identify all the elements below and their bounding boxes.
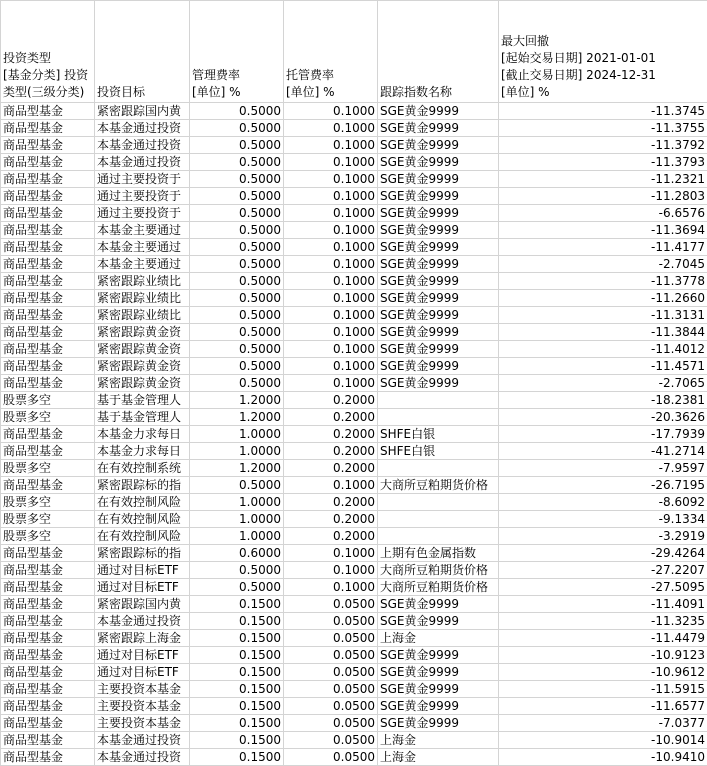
cell-tracking-index[interactable]: SGE黄金9999: [378, 137, 499, 154]
cell-investment-type[interactable]: 商品型基金: [1, 103, 95, 120]
cell-investment-goal[interactable]: 紧密跟踪黄金资: [95, 341, 190, 358]
cell-management-fee[interactable]: 0.5000: [190, 103, 284, 120]
cell-max-drawdown[interactable]: -11.3694: [499, 222, 707, 239]
cell-max-drawdown[interactable]: -9.1334: [499, 511, 707, 528]
cell-investment-type[interactable]: 商品型基金: [1, 307, 95, 324]
cell-custody-fee[interactable]: 0.1000: [284, 171, 378, 188]
cell-investment-type[interactable]: 商品型基金: [1, 562, 95, 579]
header-dd-unit: [单位] %: [501, 85, 550, 99]
cell-tracking-index[interactable]: 上海金: [378, 732, 499, 749]
cell-max-drawdown[interactable]: -11.4091: [499, 596, 707, 613]
cell-investment-goal[interactable]: 紧密跟踪标的指: [95, 545, 190, 562]
cell-investment-type[interactable]: 商品型基金: [1, 715, 95, 732]
table-row: [1, 613, 707, 630]
cell-custody-fee[interactable]: 0.1000: [284, 375, 378, 392]
cell-investment-goal[interactable]: 通过主要投资于: [95, 205, 190, 222]
cell-investment-goal[interactable]: 本基金力求每日: [95, 426, 190, 443]
cell-tracking-index[interactable]: SGE黄金9999: [378, 307, 499, 324]
cell-management-fee[interactable]: 0.5000: [190, 154, 284, 171]
cell-custody-fee[interactable]: 0.1000: [284, 120, 378, 137]
cell-tracking-index[interactable]: 上海金: [378, 630, 499, 647]
cell-management-fee[interactable]: 0.1500: [190, 698, 284, 715]
header-dd-title: 最大回撤: [501, 34, 550, 48]
cell-investment-type[interactable]: 商品型基金: [1, 205, 95, 222]
table-row: [1, 154, 707, 171]
cell-management-fee[interactable]: 0.5000: [190, 205, 284, 222]
table-row: [1, 375, 707, 392]
cell-investment-goal[interactable]: 紧密跟踪国内黄: [95, 103, 190, 120]
table-row: [1, 579, 707, 596]
cell-custody-fee[interactable]: 0.1000: [284, 273, 378, 290]
cell-management-fee[interactable]: 0.5000: [190, 120, 284, 137]
header-cell-goal[interactable]: [95, 1, 190, 103]
cell-custody-fee[interactable]: 0.0500: [284, 596, 378, 613]
cell-max-drawdown[interactable]: -8.6092: [499, 494, 707, 511]
cell-tracking-index[interactable]: 大商所豆粕期货价格: [378, 579, 499, 596]
header-index-title: 跟踪指数名称: [380, 85, 453, 99]
cell-management-fee[interactable]: 0.1500: [190, 749, 284, 766]
table-row: [1, 664, 707, 681]
table-row: [1, 511, 707, 528]
cell-management-fee[interactable]: 1.2000: [190, 392, 284, 409]
table-row: [1, 239, 707, 256]
cell-management-fee[interactable]: 1.0000: [190, 494, 284, 511]
cell-custody-fee[interactable]: 0.0500: [284, 715, 378, 732]
cell-max-drawdown[interactable]: -18.2381: [499, 392, 707, 409]
cell-management-fee[interactable]: 1.2000: [190, 409, 284, 426]
cell-custody-fee[interactable]: 0.1000: [284, 239, 378, 256]
table-row: [1, 477, 707, 494]
cell-investment-goal[interactable]: 在有效控制风险: [95, 511, 190, 528]
cell-investment-goal[interactable]: 在有效控制风险: [95, 528, 190, 545]
header-cust-title: 托管费率: [286, 68, 335, 82]
cell-max-drawdown[interactable]: -11.6577: [499, 698, 707, 715]
cell-tracking-index[interactable]: [378, 392, 499, 409]
cell-tracking-index[interactable]: SHFE白银: [378, 426, 499, 443]
cell-custody-fee[interactable]: 0.0500: [284, 749, 378, 766]
cell-max-drawdown[interactable]: -10.9014: [499, 732, 707, 749]
cell-max-drawdown[interactable]: -11.4571: [499, 358, 707, 375]
cell-tracking-index[interactable]: [378, 511, 499, 528]
cell-investment-type[interactable]: 商品型基金: [1, 137, 95, 154]
cell-tracking-index[interactable]: SGE黄金9999: [378, 324, 499, 341]
table-row: [1, 715, 707, 732]
cell-investment-type[interactable]: 商品型基金: [1, 749, 95, 766]
cell-max-drawdown[interactable]: -11.2660: [499, 290, 707, 307]
table-row: [1, 732, 707, 749]
cell-max-drawdown[interactable]: -11.3755: [499, 120, 707, 137]
cell-tracking-index[interactable]: SGE黄金9999: [378, 120, 499, 137]
cell-investment-goal[interactable]: 紧密跟踪国内黄: [95, 596, 190, 613]
table-row: [1, 545, 707, 562]
cell-max-drawdown[interactable]: -11.3745: [499, 103, 707, 120]
cell-management-fee[interactable]: 0.1500: [190, 732, 284, 749]
header-dd-start: [起始交易日期] 2021-01-01: [501, 51, 656, 65]
cell-custody-fee[interactable]: 0.1000: [284, 324, 378, 341]
cell-investment-goal[interactable]: 本基金通过投资: [95, 137, 190, 154]
cell-tracking-index[interactable]: [378, 494, 499, 511]
cell-investment-goal[interactable]: 通过对目标ETF: [95, 562, 190, 579]
cell-tracking-index[interactable]: SGE黄金9999: [378, 613, 499, 630]
cell-management-fee[interactable]: 0.1500: [190, 715, 284, 732]
cell-investment-type[interactable]: 商品型基金: [1, 613, 95, 630]
cell-custody-fee[interactable]: 0.1000: [284, 562, 378, 579]
cell-investment-goal[interactable]: 本基金通过投资: [95, 613, 190, 630]
cell-investment-type[interactable]: 股票多空: [1, 528, 95, 545]
cell-investment-goal[interactable]: 本基金通过投资: [95, 120, 190, 137]
cell-management-fee[interactable]: 0.5000: [190, 562, 284, 579]
cell-custody-fee[interactable]: 0.0500: [284, 613, 378, 630]
table-row: [1, 681, 707, 698]
cell-max-drawdown[interactable]: -10.9410: [499, 749, 707, 766]
cell-max-drawdown[interactable]: -11.3131: [499, 307, 707, 324]
cell-investment-goal[interactable]: 本基金通过投资: [95, 732, 190, 749]
table-row: [1, 443, 707, 460]
cell-investment-goal[interactable]: 本基金力求每日: [95, 443, 190, 460]
table-row: [1, 358, 707, 375]
table-row: [1, 273, 707, 290]
cell-max-drawdown[interactable]: -20.3626: [499, 409, 707, 426]
cell-custody-fee[interactable]: 0.1000: [284, 358, 378, 375]
table-row: [1, 562, 707, 579]
cell-max-drawdown[interactable]: -10.9123: [499, 647, 707, 664]
table-row: [1, 494, 707, 511]
cell-tracking-index[interactable]: 大商所豆粕期货价格: [378, 562, 499, 579]
cell-investment-type[interactable]: 商品型基金: [1, 324, 95, 341]
cell-max-drawdown[interactable]: -11.4479: [499, 630, 707, 647]
cell-investment-goal[interactable]: 本基金主要通过: [95, 239, 190, 256]
cell-tracking-index[interactable]: [378, 460, 499, 477]
cell-custody-fee[interactable]: 0.0500: [284, 630, 378, 647]
cell-management-fee[interactable]: 0.5000: [190, 324, 284, 341]
cell-tracking-index[interactable]: SGE黄金9999: [378, 273, 499, 290]
table-row: [1, 171, 707, 188]
cell-tracking-index[interactable]: [378, 409, 499, 426]
cell-custody-fee[interactable]: 0.2000: [284, 392, 378, 409]
cell-investment-type[interactable]: 商品型基金: [1, 171, 95, 188]
cell-management-fee[interactable]: 0.5000: [190, 579, 284, 596]
cell-custody-fee[interactable]: 0.2000: [284, 511, 378, 528]
cell-management-fee[interactable]: 1.0000: [190, 528, 284, 545]
cell-investment-type[interactable]: 商品型基金: [1, 256, 95, 273]
cell-investment-goal[interactable]: 紧密跟踪上海金: [95, 630, 190, 647]
cell-custody-fee[interactable]: 0.2000: [284, 460, 378, 477]
cell-max-drawdown[interactable]: -11.3792: [499, 137, 707, 154]
cell-tracking-index[interactable]: 上期有色金属指数: [378, 545, 499, 562]
cell-management-fee[interactable]: 0.1500: [190, 613, 284, 630]
cell-max-drawdown[interactable]: -11.3844: [499, 324, 707, 341]
cell-investment-goal[interactable]: 通过主要投资于: [95, 188, 190, 205]
cell-investment-type[interactable]: 股票多空: [1, 392, 95, 409]
cell-investment-type[interactable]: 商品型基金: [1, 681, 95, 698]
cell-custody-fee[interactable]: 0.1000: [284, 103, 378, 120]
cell-custody-fee[interactable]: 0.0500: [284, 664, 378, 681]
header-goal-title: 投资目标: [97, 85, 146, 99]
cell-management-fee[interactable]: 0.5000: [190, 290, 284, 307]
cell-custody-fee[interactable]: 0.1000: [284, 154, 378, 171]
cell-investment-goal[interactable]: 通过主要投资于: [95, 171, 190, 188]
cell-custody-fee[interactable]: 0.1000: [284, 222, 378, 239]
cell-max-drawdown[interactable]: -3.2919: [499, 528, 707, 545]
cell-investment-type[interactable]: 商品型基金: [1, 443, 95, 460]
cell-custody-fee[interactable]: 0.1000: [284, 137, 378, 154]
table-row: [1, 409, 707, 426]
cell-investment-goal[interactable]: 基于基金管理人: [95, 409, 190, 426]
table-row: [1, 188, 707, 205]
cell-investment-goal[interactable]: 紧密跟踪黄金资: [95, 324, 190, 341]
table-row: [1, 528, 707, 545]
cell-investment-goal[interactable]: 在有效控制系统: [95, 460, 190, 477]
cell-investment-type[interactable]: 商品型基金: [1, 358, 95, 375]
cell-investment-type[interactable]: 商品型基金: [1, 698, 95, 715]
cell-investment-goal[interactable]: 本基金通过投资: [95, 749, 190, 766]
cell-management-fee[interactable]: 0.5000: [190, 171, 284, 188]
cell-investment-type[interactable]: 商品型基金: [1, 273, 95, 290]
cell-custody-fee[interactable]: 0.1000: [284, 256, 378, 273]
cell-investment-type[interactable]: 商品型基金: [1, 188, 95, 205]
cell-investment-goal[interactable]: 主要投资本基金: [95, 715, 190, 732]
cell-custody-fee[interactable]: 0.0500: [284, 647, 378, 664]
cell-custody-fee[interactable]: 0.1000: [284, 579, 378, 596]
cell-management-fee[interactable]: 0.5000: [190, 341, 284, 358]
cell-max-drawdown[interactable]: -27.2207: [499, 562, 707, 579]
cell-tracking-index[interactable]: SGE黄金9999: [378, 681, 499, 698]
cell-management-fee[interactable]: 1.0000: [190, 511, 284, 528]
cell-tracking-index[interactable]: SHFE白银: [378, 443, 499, 460]
cell-custody-fee[interactable]: 0.2000: [284, 426, 378, 443]
cell-tracking-index[interactable]: SGE黄金9999: [378, 239, 499, 256]
cell-investment-type[interactable]: 商品型基金: [1, 341, 95, 358]
cell-management-fee[interactable]: 0.5000: [190, 307, 284, 324]
cell-tracking-index[interactable]: 大商所豆粕期货价格: [378, 477, 499, 494]
cell-custody-fee[interactable]: 0.2000: [284, 443, 378, 460]
cell-investment-goal[interactable]: 在有效控制风险: [95, 494, 190, 511]
cell-custody-fee[interactable]: 0.2000: [284, 409, 378, 426]
cell-max-drawdown[interactable]: -17.7939: [499, 426, 707, 443]
cell-max-drawdown[interactable]: -2.7045: [499, 256, 707, 273]
cell-tracking-index[interactable]: SGE黄金9999: [378, 222, 499, 239]
cell-investment-goal[interactable]: 本基金主要通过: [95, 256, 190, 273]
cell-max-drawdown[interactable]: -11.3793: [499, 154, 707, 171]
cell-investment-goal[interactable]: 紧密跟踪业绩比: [95, 273, 190, 290]
cell-custody-fee[interactable]: 0.1000: [284, 290, 378, 307]
cell-custody-fee[interactable]: 0.1000: [284, 545, 378, 562]
cell-custody-fee[interactable]: 0.0500: [284, 681, 378, 698]
cell-custody-fee[interactable]: 0.1000: [284, 341, 378, 358]
cell-management-fee[interactable]: 1.0000: [190, 426, 284, 443]
cell-max-drawdown[interactable]: -7.9597: [499, 460, 707, 477]
cell-investment-type[interactable]: 商品型基金: [1, 579, 95, 596]
cell-tracking-index[interactable]: 上海金: [378, 749, 499, 766]
cell-max-drawdown[interactable]: -11.3235: [499, 613, 707, 630]
cell-tracking-index[interactable]: SGE黄金9999: [378, 290, 499, 307]
cell-investment-type[interactable]: 商品型基金: [1, 477, 95, 494]
cell-tracking-index[interactable]: SGE黄金9999: [378, 205, 499, 222]
cell-investment-goal[interactable]: 紧密跟踪黄金资: [95, 375, 190, 392]
cell-custody-fee[interactable]: 0.1000: [284, 188, 378, 205]
cell-management-fee[interactable]: 0.5000: [190, 239, 284, 256]
cell-max-drawdown[interactable]: -6.6576: [499, 205, 707, 222]
table-row: [1, 256, 707, 273]
cell-custody-fee[interactable]: 0.1000: [284, 477, 378, 494]
cell-max-drawdown[interactable]: -10.9612: [499, 664, 707, 681]
cell-tracking-index[interactable]: SGE黄金9999: [378, 698, 499, 715]
cell-investment-type[interactable]: 商品型基金: [1, 545, 95, 562]
cell-max-drawdown[interactable]: -41.2714: [499, 443, 707, 460]
header-row: [1, 1, 707, 103]
cell-management-fee[interactable]: 0.5000: [190, 256, 284, 273]
cell-investment-type[interactable]: 商品型基金: [1, 154, 95, 171]
cell-investment-goal[interactable]: 本基金通过投资: [95, 154, 190, 171]
cell-management-fee[interactable]: 0.1500: [190, 681, 284, 698]
cell-max-drawdown[interactable]: -11.5915: [499, 681, 707, 698]
cell-investment-goal[interactable]: 紧密跟踪标的指: [95, 477, 190, 494]
cell-management-fee[interactable]: 0.5000: [190, 222, 284, 239]
table-row: [1, 324, 707, 341]
cell-investment-goal[interactable]: 紧密跟踪业绩比: [95, 290, 190, 307]
cell-investment-goal[interactable]: 主要投资本基金: [95, 698, 190, 715]
cell-investment-type[interactable]: 股票多空: [1, 494, 95, 511]
table-row: [1, 205, 707, 222]
cell-management-fee[interactable]: 0.1500: [190, 596, 284, 613]
header-cell-mgmt-fee[interactable]: [190, 1, 284, 103]
cell-investment-type[interactable]: 股票多空: [1, 460, 95, 477]
cell-investment-goal[interactable]: 本基金主要通过: [95, 222, 190, 239]
cell-investment-goal[interactable]: 通过对目标ETF: [95, 647, 190, 664]
cell-max-drawdown[interactable]: -29.4264: [499, 545, 707, 562]
cell-investment-type[interactable]: 股票多空: [1, 511, 95, 528]
cell-tracking-index[interactable]: SGE黄金9999: [378, 188, 499, 205]
cell-tracking-index[interactable]: SGE黄金9999: [378, 664, 499, 681]
cell-investment-type[interactable]: 商品型基金: [1, 647, 95, 664]
cell-management-fee[interactable]: 0.1500: [190, 630, 284, 647]
table-row: [1, 290, 707, 307]
cell-management-fee[interactable]: 0.5000: [190, 188, 284, 205]
cell-management-fee[interactable]: 0.5000: [190, 477, 284, 494]
cell-tracking-index[interactable]: SGE黄金9999: [378, 596, 499, 613]
cell-management-fee[interactable]: 0.5000: [190, 375, 284, 392]
cell-management-fee[interactable]: 0.5000: [190, 273, 284, 290]
cell-tracking-index[interactable]: SGE黄金9999: [378, 256, 499, 273]
cell-management-fee[interactable]: 0.6000: [190, 545, 284, 562]
cell-max-drawdown[interactable]: -26.7195: [499, 477, 707, 494]
cell-investment-goal[interactable]: 主要投资本基金: [95, 681, 190, 698]
cell-max-drawdown[interactable]: -11.2321: [499, 171, 707, 188]
table-row: [1, 120, 707, 137]
cell-tracking-index[interactable]: SGE黄金9999: [378, 341, 499, 358]
cell-max-drawdown[interactable]: -7.0377: [499, 715, 707, 732]
table-row: [1, 698, 707, 715]
cell-tracking-index[interactable]: SGE黄金9999: [378, 358, 499, 375]
cell-custody-fee[interactable]: 0.2000: [284, 494, 378, 511]
header-cust-unit: [单位] %: [286, 85, 335, 99]
cell-investment-goal[interactable]: 通过对目标ETF: [95, 579, 190, 596]
table-row: [1, 341, 707, 358]
header-cell-custody-fee[interactable]: [284, 1, 378, 103]
cell-max-drawdown[interactable]: -2.7065: [499, 375, 707, 392]
cell-max-drawdown[interactable]: -11.2803: [499, 188, 707, 205]
cell-tracking-index[interactable]: SGE黄金9999: [378, 154, 499, 171]
header-mgmt-title: 管理费率: [192, 68, 241, 82]
table-row: [1, 749, 707, 766]
cell-investment-goal[interactable]: 通过对目标ETF: [95, 664, 190, 681]
cell-management-fee[interactable]: 0.1500: [190, 647, 284, 664]
cell-investment-type[interactable]: 股票多空: [1, 409, 95, 426]
cell-investment-type[interactable]: 商品型基金: [1, 426, 95, 443]
cell-investment-type[interactable]: 商品型基金: [1, 630, 95, 647]
table-row: [1, 460, 707, 477]
table-row: [1, 426, 707, 443]
table-row: [1, 630, 707, 647]
cell-custody-fee[interactable]: 0.0500: [284, 698, 378, 715]
cell-tracking-index[interactable]: SGE黄金9999: [378, 647, 499, 664]
header-cell-max-drawdown[interactable]: [499, 1, 707, 103]
table-row: [1, 596, 707, 613]
header-cell-tracking-index[interactable]: [378, 1, 499, 103]
cell-custody-fee[interactable]: 0.0500: [284, 732, 378, 749]
header-type-title: 投资类型: [3, 51, 52, 65]
header-dd-end: [截止交易日期] 2024-12-31: [501, 68, 656, 82]
cell-investment-type[interactable]: 商品型基金: [1, 290, 95, 307]
table-row: [1, 307, 707, 324]
cell-investment-type[interactable]: 商品型基金: [1, 375, 95, 392]
cell-custody-fee[interactable]: 0.1000: [284, 307, 378, 324]
table-row: [1, 222, 707, 239]
cell-management-fee[interactable]: 0.5000: [190, 137, 284, 154]
table-row: [1, 103, 707, 120]
header-type-subtitle: [基金分类] 投资类型(三级分类): [3, 68, 89, 99]
cell-tracking-index[interactable]: [378, 528, 499, 545]
header-mgmt-unit: [单位] %: [192, 85, 241, 99]
cell-tracking-index[interactable]: SGE黄金9999: [378, 171, 499, 188]
cell-max-drawdown[interactable]: -11.3778: [499, 273, 707, 290]
cell-max-drawdown[interactable]: -11.4177: [499, 239, 707, 256]
cell-management-fee[interactable]: 0.1500: [190, 664, 284, 681]
cell-investment-goal[interactable]: 基于基金管理人: [95, 392, 190, 409]
cell-investment-type[interactable]: 商品型基金: [1, 222, 95, 239]
cell-tracking-index[interactable]: SGE黄金9999: [378, 715, 499, 732]
cell-investment-goal[interactable]: 紧密跟踪黄金资: [95, 358, 190, 375]
cell-max-drawdown[interactable]: -27.5095: [499, 579, 707, 596]
cell-management-fee[interactable]: 0.5000: [190, 358, 284, 375]
cell-custody-fee[interactable]: 0.2000: [284, 528, 378, 545]
cell-investment-goal[interactable]: 紧密跟踪业绩比: [95, 307, 190, 324]
cell-management-fee[interactable]: 1.0000: [190, 443, 284, 460]
header-cell-type[interactable]: [1, 1, 95, 103]
cell-investment-type[interactable]: 商品型基金: [1, 596, 95, 613]
cell-investment-type[interactable]: 商品型基金: [1, 732, 95, 749]
table-row: [1, 137, 707, 154]
table-row: [1, 647, 707, 664]
cell-custody-fee[interactable]: 0.1000: [284, 205, 378, 222]
cell-investment-type[interactable]: 商品型基金: [1, 664, 95, 681]
cell-management-fee[interactable]: 1.2000: [190, 460, 284, 477]
cell-investment-type[interactable]: 商品型基金: [1, 239, 95, 256]
cell-max-drawdown[interactable]: -11.4012: [499, 341, 707, 358]
cell-investment-type[interactable]: 商品型基金: [1, 120, 95, 137]
cell-tracking-index[interactable]: SGE黄金9999: [378, 375, 499, 392]
table-row: [1, 392, 707, 409]
cell-tracking-index[interactable]: SGE黄金9999: [378, 103, 499, 120]
